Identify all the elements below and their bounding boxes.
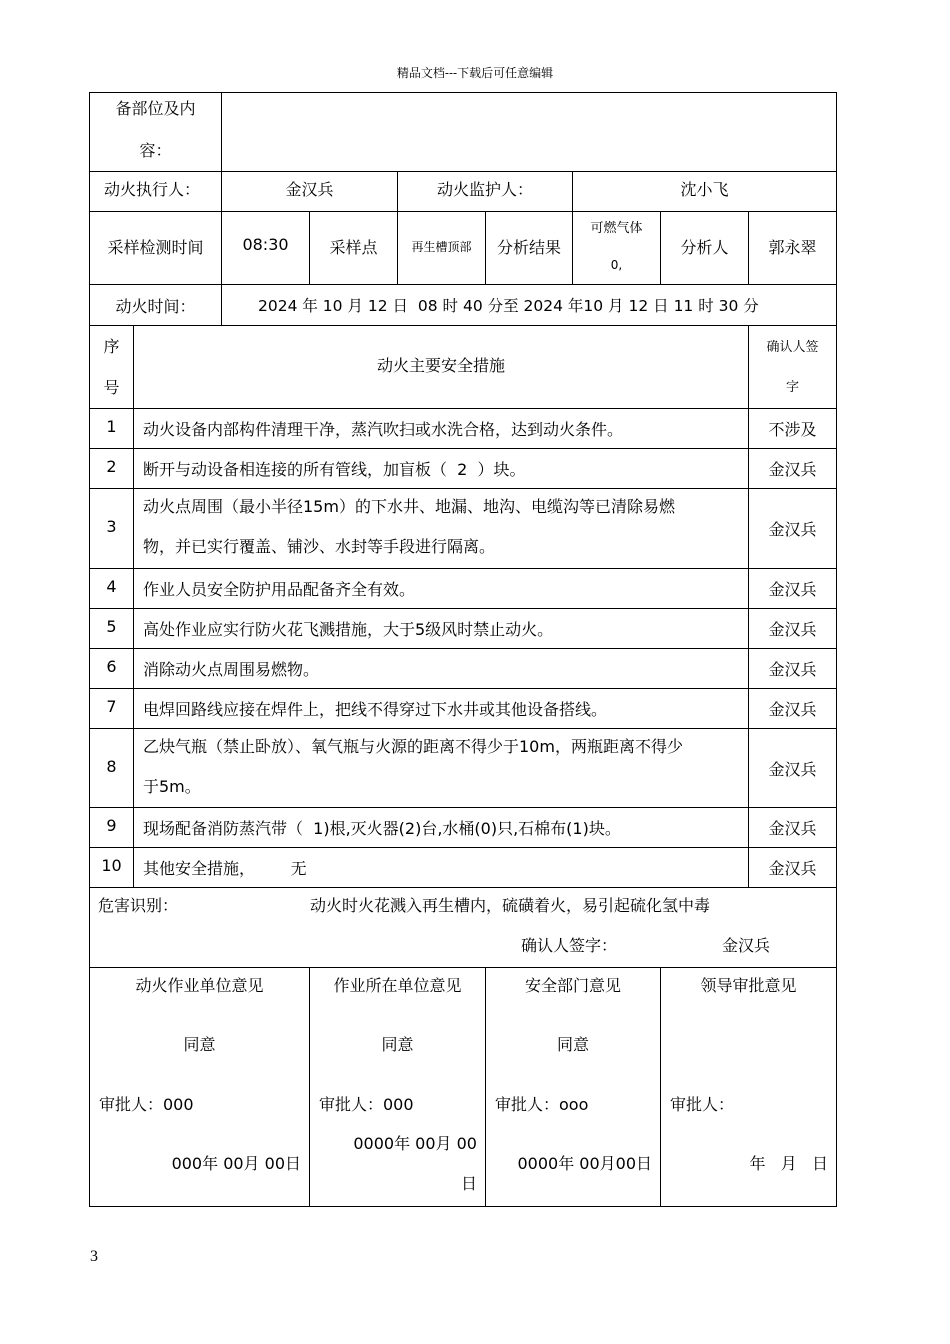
confirm-header-line1: 确认人签: [766, 340, 819, 355]
hazard-text: 动火时火花溅入再生槽内，硫磺着火，易引起硫化氢中毒: [310, 896, 711, 915]
seq-header-line1: 序: [103, 337, 120, 356]
approval-opinion: 同意: [183, 1035, 216, 1054]
page-header: 精品文档---下载后可任意编辑: [396, 66, 554, 80]
approval-title: 作业所在单位意见: [333, 976, 462, 995]
measure-no: 5: [106, 617, 117, 636]
measure-text-line1: 动火点周围（最小半径15m）的下水井、地漏、地沟、电缆沟等已清除易燃: [143, 497, 675, 516]
measure-no: 8: [106, 757, 117, 776]
approval-title: 动火作业单位意见: [135, 976, 264, 995]
measure-no: 7: [106, 697, 117, 716]
measure-no: 4: [106, 577, 117, 596]
approval-title: 安全部门意见: [524, 976, 621, 995]
measure-signer: 金汉兵: [768, 760, 817, 779]
measure-text: 电焊回路线应接在焊件上，把线不得穿过下水井或其他设备搭线。: [143, 700, 608, 719]
measure-signer: 金汉兵: [768, 660, 817, 679]
measure-signer: 金汉兵: [768, 700, 817, 719]
measure-signer: 金汉兵: [768, 819, 817, 838]
confirm-header-line2: 字: [785, 380, 799, 395]
analyst-value: 郭永翠: [768, 238, 817, 257]
hazard-confirm-value: 金汉兵: [722, 936, 771, 955]
measure-text: 现场配备消防蒸汽带（ 1)根,灭火器(2)台,水桶(0)只,石棉布(1)块。: [143, 819, 621, 838]
measure-signer: 金汉兵: [768, 460, 817, 479]
measure-text: 动火设备内部构件清理干净，蒸汽吹扫或水洗合格，达到动火条件。: [143, 420, 624, 439]
measure-text: 高处作业应实行防火花飞溅措施，大于5级风时禁止动火。: [143, 620, 554, 639]
measure-text: 其他安全措施， 无: [143, 859, 307, 878]
guardian-value: 沈小飞: [680, 180, 729, 199]
measure-text: 断开与动设备相连接的所有管线，加盲板（ 2 ）块。: [143, 460, 526, 479]
measure-signer: 金汉兵: [768, 859, 817, 878]
measure-text: 作业人员安全防护用品配备齐全有效。: [143, 580, 416, 599]
sampling-point-value: 再生槽顶部: [411, 240, 472, 254]
measure-text-line2: 于5m。: [143, 777, 201, 796]
approval-title: 领导审批意见: [700, 976, 797, 995]
approval-approver: 审批人：ooo: [495, 1095, 589, 1114]
equipment-label-line2: 容：: [139, 141, 172, 160]
approval-date: 000年 00月 00日: [171, 1154, 301, 1173]
measure-no: 10: [101, 856, 122, 875]
measure-signer: 金汉兵: [768, 520, 817, 539]
approval-date-line2: 日: [460, 1174, 477, 1193]
measure-no: 9: [106, 816, 117, 835]
approval-approver: 审批人：: [670, 1095, 735, 1114]
measure-no: 6: [106, 657, 117, 676]
measure-signer: 金汉兵: [768, 620, 817, 639]
guardian-label: 动火监护人：: [436, 180, 533, 199]
result-value-line1: 可燃气体: [590, 221, 643, 236]
measure-no: 3: [106, 517, 117, 536]
measure-no: 1: [106, 417, 117, 436]
measure-text: 消除动火点周围易燃物。: [143, 660, 320, 679]
approval-date: 0000年 00月00日: [517, 1154, 652, 1173]
approval-approver: 审批人：000: [319, 1095, 414, 1114]
measure-signer: 不涉及: [768, 420, 817, 439]
measure-text-line2: 物，并已实行覆盖、铺沙、水封等手段进行隔离。: [143, 537, 496, 556]
sampling-time-label: 采样检测时间: [107, 238, 204, 257]
result-value-line2: 0,: [610, 258, 623, 272]
fire-time-label: 动火时间：: [115, 297, 196, 316]
seq-header-line2: 号: [103, 378, 120, 397]
measure-text-line1: 乙炔气瓶（禁止卧放）、氧气瓶与火源的距离不得少于10m，两瓶距离不得少: [143, 737, 683, 756]
sampling-time-value: 08:30: [242, 235, 289, 254]
approval-opinion: 同意: [556, 1035, 589, 1054]
approval-date: 年 月 日: [749, 1154, 828, 1173]
approval-approver: 审批人：000: [99, 1095, 194, 1114]
measure-signer: 金汉兵: [768, 580, 817, 599]
page-number: 3: [90, 1248, 98, 1265]
executor-label: 动火执行人：: [104, 180, 201, 199]
approval-date-line1: 0000年 00月 00: [353, 1134, 477, 1153]
sampling-point-label: 采样点: [329, 238, 378, 257]
analyst-label: 分析人: [680, 238, 729, 257]
measures-title: 动火主要安全措施: [376, 356, 505, 375]
hazard-confirm-label: 确认人签字：: [521, 936, 618, 955]
hazard-label: 危害识别：: [98, 896, 179, 915]
equipment-label-line1: 备部位及内: [115, 99, 196, 118]
approval-opinion: 同意: [381, 1035, 414, 1054]
executor-value: 金汉兵: [285, 180, 334, 199]
result-label: 分析结果: [496, 238, 561, 257]
fire-time-value: 2024 年 10 月 12 日 08 时 40 分至 2024 年10 月 12 日 11 时 30 分: [258, 297, 759, 315]
measure-no: 2: [106, 457, 117, 476]
